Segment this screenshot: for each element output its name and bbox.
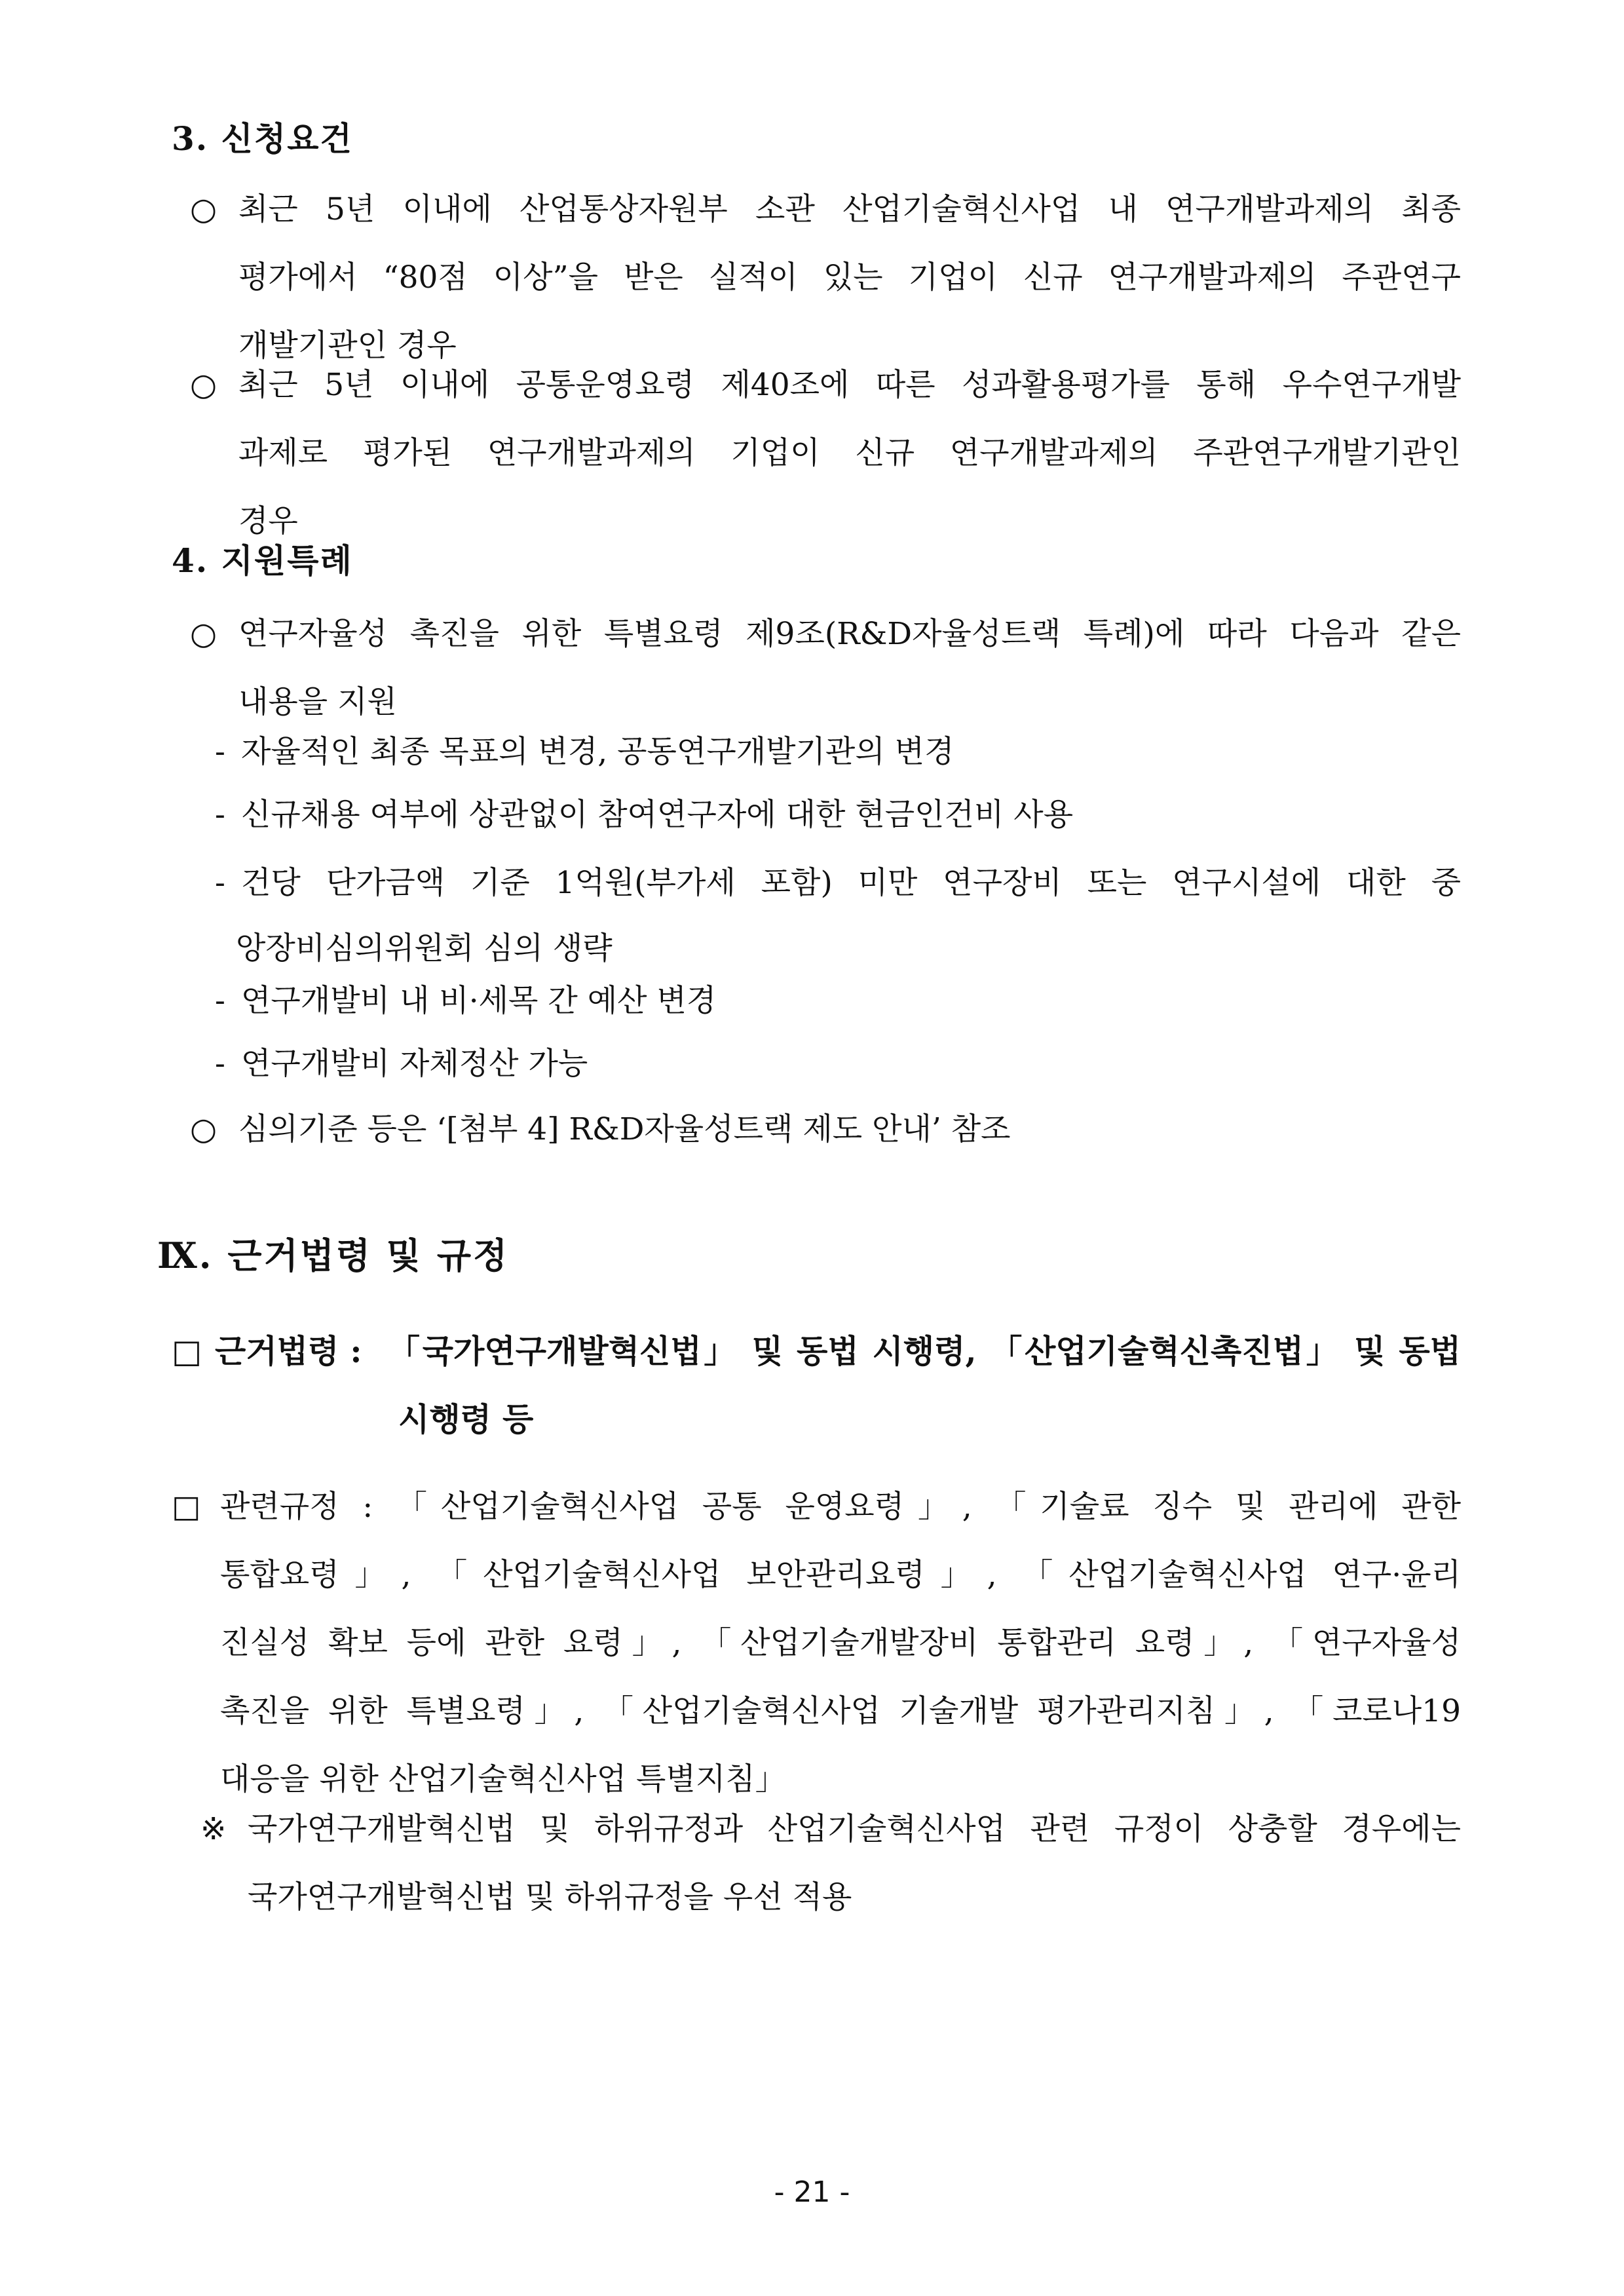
list-item <box>190 1096 1461 1164</box>
rules-item <box>172 1473 1461 1814</box>
text-line: 국가연구개발혁신법 및 하위규정을 우선 적용 <box>248 1879 852 1915</box>
dash-icon: - <box>215 983 225 1019</box>
text-line: 건당 단가금액 기준 1억원(부가세 포함) 미만 연구장비 또는 연구시설에 대한 중 <box>241 865 1461 901</box>
chapter-heading: Ⅸ. 근거법령 및 규정 <box>157 1234 510 1276</box>
list-item <box>190 176 1461 380</box>
law-label: 근거법령 : <box>215 1332 362 1370</box>
text-line: 통합요령」, 「산업기술혁신사업 보안관리요령」, 「산업기술혁신사업 연구·윤리 <box>220 1557 1461 1593</box>
dash-icon: - <box>215 865 225 901</box>
bullet-icon: ○ <box>190 191 217 227</box>
list-item <box>190 351 1461 556</box>
text-line: 국가연구개발혁신법 및 하위규정과 산업기술혁신사업 관련 규정이 상충할 경우에는 <box>248 1811 1461 1847</box>
dash-icon: - <box>215 734 225 770</box>
page-number: - 21 - <box>774 2175 850 2209</box>
dash-icon: - <box>215 1046 225 1082</box>
text-line: 개발기관인 경우 <box>238 328 457 364</box>
law-item <box>172 1317 1461 1453</box>
checkbox-icon: □ <box>172 1489 201 1525</box>
section-heading: 4. 지원특례 <box>172 541 353 580</box>
text-line: 촉진을 위한 특별요령」, 「산업기술혁신사업 기술개발 평가관리지침」, 「코로나19 <box>220 1693 1461 1729</box>
text-line: 관련규정 : 「산업기술혁신사업 공통 운영요령」, 「기술료 징수 및 관리에 관한 <box>220 1489 1461 1525</box>
text-line: 시행령 등 <box>398 1400 534 1438</box>
text-line: 앙장비심의위원회 심의 생략 <box>236 930 613 966</box>
text-line: 최근 5년 이내에 산업통상자원부 소관 산업기술혁신사업 내 연구개발과제의 최종 <box>238 191 1461 227</box>
text-line: 진실성 확보 등에 관한 요령」, 「산업기술개발장비 통합관리 요령」, 「연구자율성 <box>220 1625 1461 1661</box>
list-item <box>190 600 1461 737</box>
bullet-icon: ○ <box>190 616 217 652</box>
checkbox-icon: □ <box>172 1332 202 1370</box>
bullet-icon: ○ <box>190 367 217 403</box>
text-line: 과제로 평가된 연구개발과제의 기업이 신규 연구개발과제의 주관연구개발기관인 <box>238 435 1461 471</box>
text-line: 연구개발비 자체정산 가능 <box>241 1046 588 1082</box>
bullet-icon: ○ <box>190 1111 217 1147</box>
note-item <box>200 1795 1461 1932</box>
text-line: 연구자율성 촉진을 위한 특별요령 제9조(R&D자율성트랙 특례)에 따라 다음과 같은 <box>238 616 1461 652</box>
reference-mark-icon: ※ <box>200 1811 227 1847</box>
text-line: 연구개발비 내 비·세목 간 예산 변경 <box>241 983 717 1019</box>
text-line: 경우 <box>238 503 298 539</box>
text-line: 자율적인 최종 목표의 변경, 공동연구개발기관의 변경 <box>241 734 954 770</box>
text-line: 심의기준 등은 ‘[첨부 4] R&D자율성트랙 제도 안내’ 참조 <box>238 1111 1011 1147</box>
dash-icon: - <box>215 797 225 833</box>
text-line: 대응을 위한 산업기술혁신사업 특별지침」 <box>220 1761 786 1797</box>
section-heading: 3. 신청요건 <box>172 119 353 158</box>
text-line: 내용을 지원 <box>238 684 397 720</box>
text-line: 신규채용 여부에 상관없이 참여연구자에 대한 현금인건비 사용 <box>241 797 1074 833</box>
text-line: 「국가연구개발혁신법」 및 동법 시행령, 「산업기술혁신촉진법」 및 동법 <box>388 1332 1461 1370</box>
text-line: 평가에서 “80점 이상”을 받은 실적이 있는 기업이 신규 연구개발과제의 주관연구 <box>238 259 1461 296</box>
text-line: 최근 5년 이내에 공통운영요령 제40조에 따른 성과활용평가를 통해 우수연구개발 <box>238 367 1461 403</box>
